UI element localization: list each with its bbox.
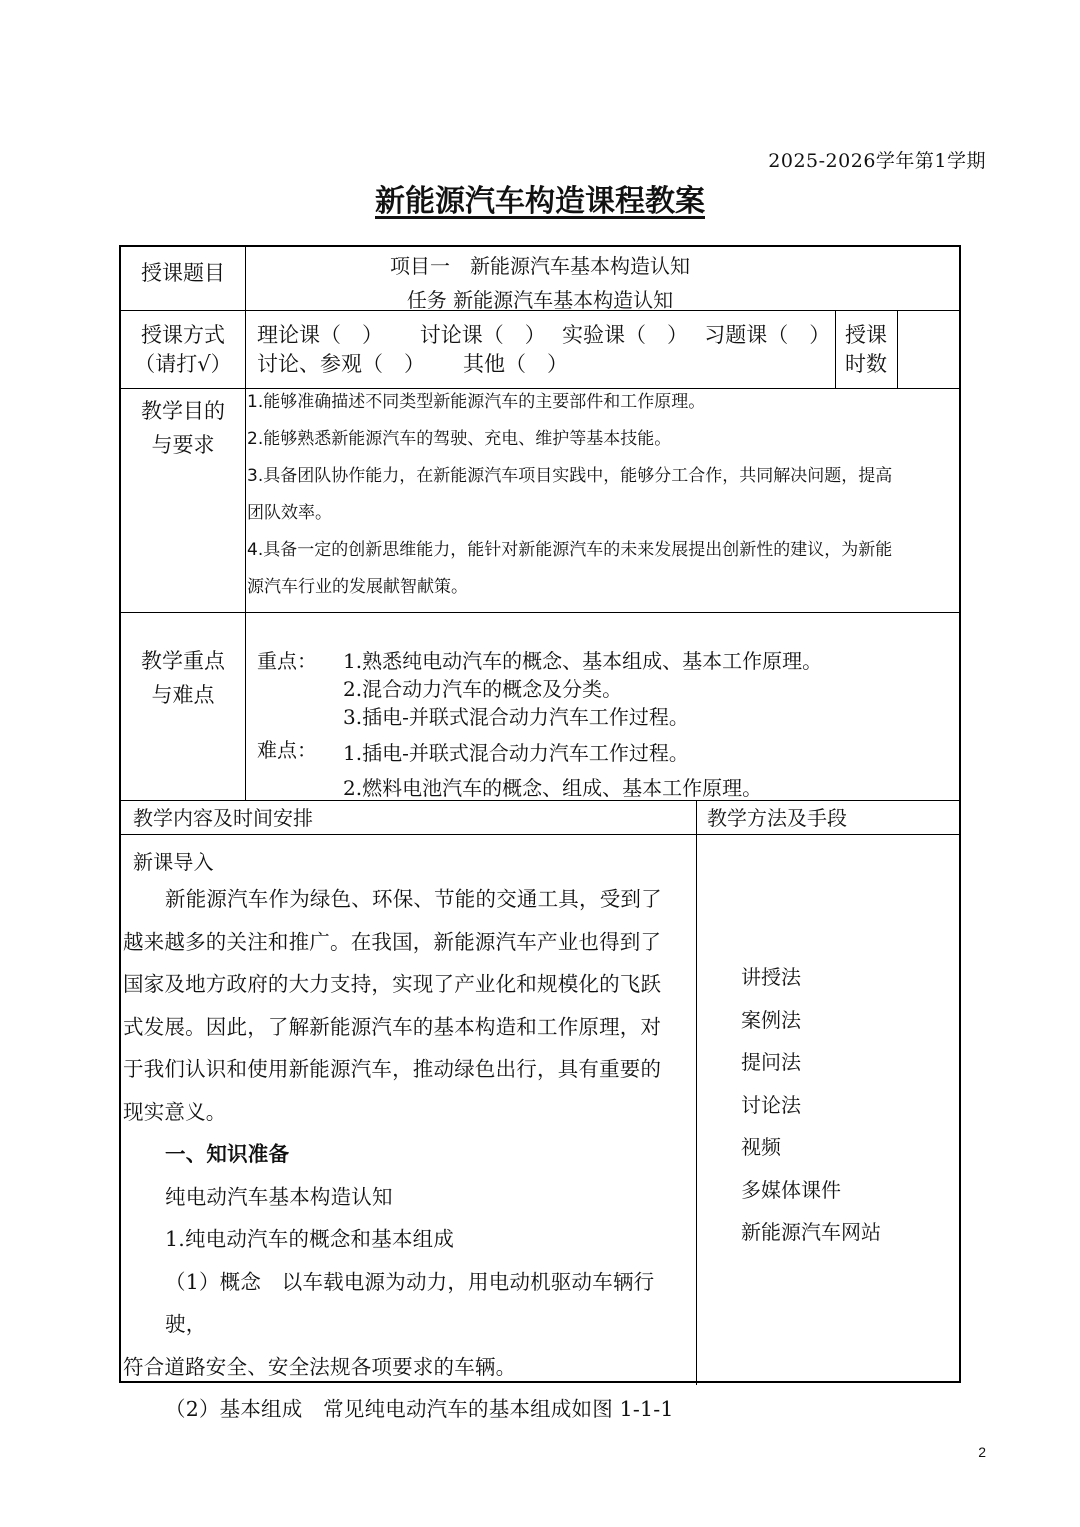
option-lecture[interactable]: 理论课（ ）	[257, 323, 383, 347]
method-item: 讲授法	[741, 965, 801, 989]
objectives-list	[247, 384, 963, 606]
key-points-label	[121, 644, 245, 712]
content-line: 新能源汽车作为绿色、环保、节能的交通工具，受到了	[165, 887, 662, 911]
method-item: 讨论法	[741, 1092, 801, 1117]
topic-project: 项目一 新能源汽车基本构造认知	[390, 254, 690, 278]
content-line: （2）基本组成 常见纯电动汽车的基本组成如图 1-1-1	[165, 1397, 674, 1421]
lesson-plan-table	[119, 245, 961, 1421]
objective-line: 团队效率。	[247, 503, 332, 523]
difficult-item: 1.插电-并联式混合动力汽车工作过程。	[343, 741, 689, 765]
objectives-label-line1: 教学目的	[141, 399, 225, 423]
objective-line: 3.具备团队协作能力，在新能源汽车项目实践中，能够分工合作，共同解决问题，提高	[247, 466, 893, 486]
topic-value	[245, 249, 835, 317]
option-visit[interactable]: 讨论、参观（ ）	[257, 352, 425, 376]
content-line: 1.纯电动汽车的概念和基本组成	[165, 1227, 455, 1251]
content-line: 式发展。因此，了解新能源汽车的基本构造和工作原理，对	[123, 1014, 662, 1039]
hours-label-line1: 授课	[845, 323, 887, 347]
method-item: 提问法	[741, 1050, 801, 1074]
hours-label	[835, 321, 897, 379]
key-points-label-line1: 教学重点	[141, 649, 225, 673]
key-item: 1.熟悉纯电动汽车的概念、基本组成、基本工作原理。	[343, 649, 823, 673]
objective-line: 源汽车行业的发展献智献策。	[247, 577, 468, 597]
key-item: 3.插电-并联式混合动力汽车工作过程。	[343, 705, 689, 729]
topic-task: 任务 新能源汽车基本构造认知	[406, 288, 674, 312]
option-other[interactable]: 其他（ ）	[463, 352, 568, 376]
content-header: 教学内容及时间安排	[133, 806, 313, 830]
difficult-items	[343, 736, 943, 806]
option-discussion[interactable]: 讨论课（ ）	[419, 323, 546, 347]
method-item: 视频	[741, 1135, 781, 1159]
content-heading: 一、知识准备	[165, 1142, 290, 1166]
content-line: （1）概念 以车载电源为动力，用电动机驱动车辆行驶，	[165, 1269, 655, 1336]
semester-label: 2025-2026学年第1学期	[768, 150, 986, 172]
content-section-intro: 新课导入	[133, 850, 214, 874]
methods-list	[741, 956, 881, 1254]
objectives-label	[121, 394, 245, 462]
hours-label-line2: 时数	[845, 352, 887, 376]
content-line: 于我们认识和使用新能源汽车，推动绿色出行，具有重要的	[123, 1057, 662, 1081]
document-title: 新能源汽车构造课程教案	[375, 184, 705, 219]
method-label-line2: （请打√）	[134, 352, 232, 376]
method-item: 新能源汽车网站	[741, 1220, 881, 1244]
content-line: 越来越多的关注和推广。在我国，新能源汽车产业也得到了	[123, 929, 662, 954]
method-item: 多媒体课件	[741, 1177, 841, 1202]
method-label-line1: 授课方式	[141, 323, 225, 347]
option-exercise[interactable]: 习题课（ ）	[704, 323, 831, 347]
method-label	[121, 321, 245, 379]
content-line: 符合道路安全、安全法规各项要求的车辆。	[123, 1354, 517, 1379]
methods-header: 教学方法及手段	[707, 806, 847, 830]
method-item: 案例法	[741, 1007, 801, 1032]
objectives-label-line2: 与要求	[151, 433, 215, 457]
method-options	[257, 321, 831, 379]
topic-label: 授课题目	[141, 261, 225, 285]
objective-line: 1.能够准确描述不同类型新能源汽车的主要部件和工作原理。	[247, 392, 706, 412]
page-number: 2	[978, 1444, 986, 1460]
key-item: 2.混合动力汽车的概念及分类。	[343, 677, 623, 701]
option-experiment[interactable]: 实验课（ ）	[561, 323, 688, 347]
difficult-label: 难点：	[257, 738, 317, 762]
content-line: 国家及地方政府的大力支持，实现了产业化和规模化的飞跃	[123, 972, 662, 996]
difficult-item: 2.燃料电池汽车的概念、组成、基本工作原理。	[343, 776, 763, 800]
objective-line: 2.能够熟悉新能源汽车的驾驶、充电、维护等基本技能。	[247, 429, 672, 449]
content-line: 现实意义。	[123, 1099, 227, 1124]
key-label: 重点：	[257, 649, 317, 673]
content-body	[123, 846, 695, 1431]
content-subheading: 纯电动汽车基本构造认知	[165, 1184, 393, 1209]
objective-line: 4.具备一定的创新思维能力，能针对新能源汽车的未来发展提出创新性的建议，为新能	[247, 540, 893, 560]
key-items	[343, 647, 943, 731]
key-points-label-line2: 与难点	[151, 683, 215, 707]
